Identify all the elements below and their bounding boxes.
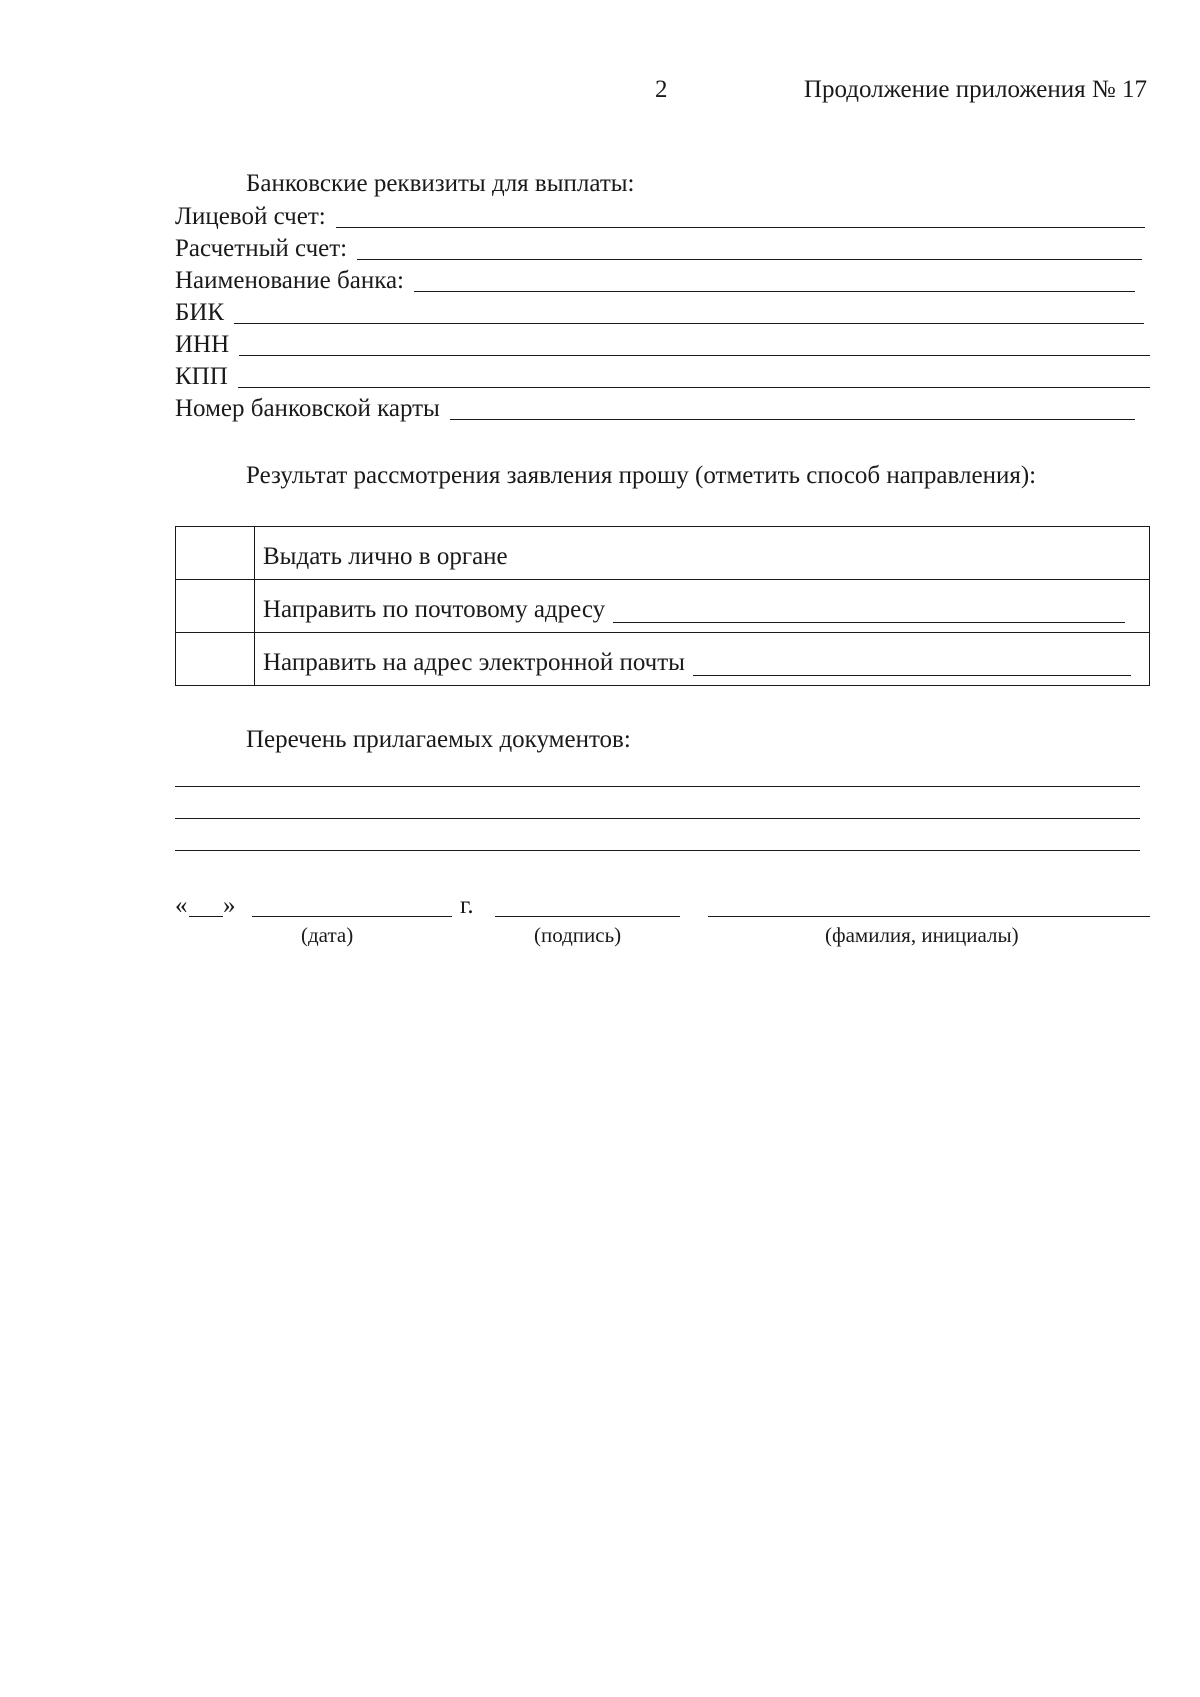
field-label: Наименование банка:	[175, 267, 405, 294]
open-quote: «	[175, 892, 188, 919]
field-kpp[interactable]	[175, 362, 1150, 392]
signature-caption: (подпись)	[534, 923, 622, 947]
field-label: ИНН	[175, 331, 230, 358]
field-bik[interactable]	[175, 298, 1144, 328]
fill-line[interactable]	[414, 269, 1135, 292]
documents-line[interactable]	[175, 850, 1140, 851]
delivery-option-email	[176, 633, 1150, 686]
field-card-number[interactable]	[175, 394, 1135, 424]
fill-line[interactable]	[238, 365, 1150, 388]
field-inn[interactable]	[175, 330, 1150, 360]
field-label: БИК	[175, 299, 225, 326]
full-name-line[interactable]	[708, 916, 1150, 917]
option-checkbox[interactable]	[176, 580, 255, 633]
documents-title: Перечень прилагаемых документов:	[246, 726, 631, 753]
delivery-option-in-person	[176, 527, 1150, 580]
field-label: Расчетный счет:	[175, 235, 348, 262]
fill-line[interactable]	[357, 237, 1142, 260]
fill-line[interactable]	[336, 205, 1145, 228]
delivery-title: Результат рассмотрения заявления прошу (отметить способ направления):	[246, 462, 1037, 489]
day-line[interactable]	[189, 916, 223, 917]
documents-line[interactable]	[175, 818, 1140, 819]
postal-address-line[interactable]	[613, 612, 1125, 623]
field-label: КПП	[175, 363, 228, 390]
name-caption: (фамилия, инициалы)	[825, 923, 1019, 947]
page-number: 2	[655, 76, 668, 103]
option-label: Выдать лично в органе	[263, 543, 508, 570]
signature-line[interactable]	[495, 916, 680, 917]
fill-line[interactable]	[239, 333, 1150, 356]
field-bank-name[interactable]	[175, 266, 1135, 296]
option-checkbox[interactable]	[176, 527, 255, 580]
field-label: Номер банковской карты	[175, 395, 440, 422]
date-line[interactable]	[252, 916, 452, 917]
field-settlement-account[interactable]	[175, 234, 1142, 264]
year-suffix: г.	[460, 892, 474, 919]
option-label: Направить по почтовому адресу	[263, 596, 606, 623]
date-caption: (дата)	[301, 923, 354, 947]
close-quote: »	[223, 892, 236, 919]
page-header	[0, 76, 1200, 110]
email-address-line[interactable]	[693, 665, 1131, 676]
delivery-option-post	[176, 580, 1150, 633]
signature-row	[175, 888, 1150, 924]
delivery-options-table	[175, 526, 1150, 686]
fill-line[interactable]	[450, 397, 1135, 420]
bank-details-title: Банковские реквизиты для выплаты:	[246, 170, 635, 197]
field-label: Лицевой счет:	[175, 203, 326, 230]
documents-line[interactable]	[175, 786, 1140, 787]
appendix-title: Продолжение приложения № 17	[803, 76, 1147, 103]
fill-line[interactable]	[234, 301, 1144, 324]
option-label: Направить на адрес электронной почты	[263, 649, 685, 676]
field-personal-account[interactable]	[175, 202, 1145, 232]
option-checkbox[interactable]	[176, 633, 255, 686]
